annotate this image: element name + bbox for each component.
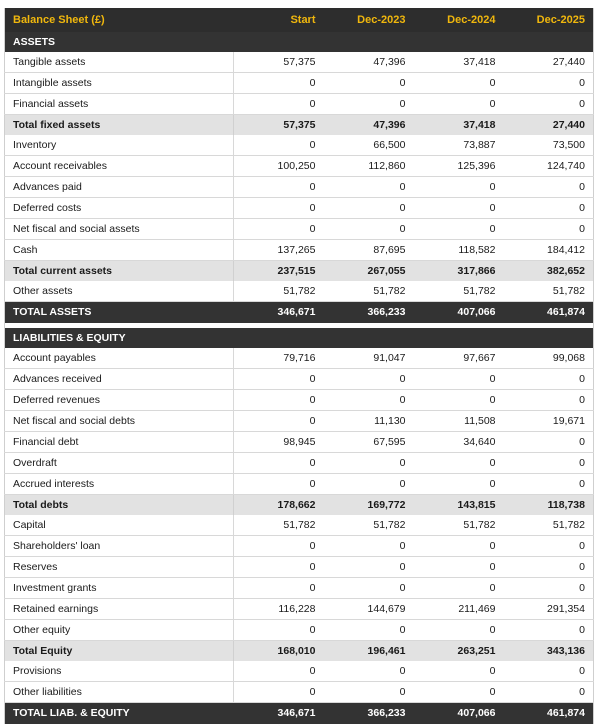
row-value-dec2023: 67,595 [324,432,414,453]
row-value-start: 346,671 [234,302,324,324]
row-value-dec2023: 144,679 [324,599,414,620]
row-value-dec2024: 37,418 [414,115,504,136]
row-value-dec2025: 0 [504,432,594,453]
table-row [5,73,594,94]
row-label: Advances paid [5,177,234,198]
row-label: Provisions [5,661,234,682]
row-label: Retained earnings [5,599,234,620]
table-row [5,578,594,599]
table-row [5,240,594,261]
row-value-dec2023: 0 [324,198,414,219]
row-value-dec2024: 263,251 [414,641,504,662]
row-value-dec2023: 0 [324,578,414,599]
row-value-start: 0 [234,198,324,219]
column-header-dec2025: Dec-2025 [504,8,594,32]
row-value-dec2025: 27,440 [504,52,594,73]
row-value-dec2025: 0 [504,661,594,682]
row-value-dec2024: 51,782 [414,281,504,302]
table-row [5,661,594,682]
row-value-dec2025: 382,652 [504,261,594,282]
row-value-dec2024: 0 [414,390,504,411]
row-value-start: 116,228 [234,599,324,620]
row-label: Capital [5,515,234,536]
row-value-start: 0 [234,557,324,578]
row-value-dec2024: 0 [414,219,504,240]
row-value-dec2024: 0 [414,620,504,641]
row-value-dec2023: 0 [324,390,414,411]
row-value-dec2024: 211,469 [414,599,504,620]
row-value-start: 0 [234,390,324,411]
subtotal-row [5,641,594,662]
row-value-dec2024: 407,066 [414,703,504,724]
row-value-dec2024: 51,782 [414,515,504,536]
row-value-dec2023: 47,396 [324,115,414,136]
row-label: Total Equity [5,641,234,662]
row-value-dec2023: 47,396 [324,52,414,73]
row-value-start: 51,782 [234,281,324,302]
row-value-start: 0 [234,536,324,557]
row-label: Net fiscal and social assets [5,219,234,240]
section-header-label: LIABILITIES & EQUITY [5,328,594,348]
row-label: Investment grants [5,578,234,599]
row-value-dec2023: 169,772 [324,495,414,516]
grand-total-row [5,302,594,324]
row-value-start: 178,662 [234,495,324,516]
table-row [5,474,594,495]
column-header-start: Start [234,8,324,32]
balance-sheet-document [4,8,593,724]
row-value-dec2025: 73,500 [504,135,594,156]
row-value-dec2025: 99,068 [504,348,594,369]
row-value-dec2024: 0 [414,369,504,390]
row-value-dec2025: 0 [504,453,594,474]
row-value-dec2025: 0 [504,578,594,599]
row-value-dec2023: 267,055 [324,261,414,282]
row-label: Intangible assets [5,73,234,94]
section-header-label: ASSETS [5,32,594,52]
row-value-start: 0 [234,73,324,94]
row-value-dec2023: 0 [324,73,414,94]
row-value-dec2023: 51,782 [324,281,414,302]
row-value-start: 98,945 [234,432,324,453]
row-value-dec2025: 461,874 [504,703,594,724]
row-label: Cash [5,240,234,261]
row-value-dec2023: 366,233 [324,703,414,724]
row-value-dec2023: 0 [324,474,414,495]
table-row [5,390,594,411]
table-row [5,348,594,369]
row-label: Total debts [5,495,234,516]
row-label: Financial assets [5,94,234,115]
grand-total-row [5,703,594,724]
row-value-dec2023: 196,461 [324,641,414,662]
row-label: Shareholders' loan [5,536,234,557]
row-value-dec2023: 0 [324,453,414,474]
row-value-dec2025: 0 [504,177,594,198]
table-row [5,432,594,453]
row-value-start: 0 [234,135,324,156]
row-value-dec2025: 0 [504,219,594,240]
row-value-dec2025: 0 [504,682,594,703]
column-header-dec2023: Dec-2023 [324,8,414,32]
table-row [5,281,594,302]
row-value-start: 57,375 [234,115,324,136]
row-value-start: 0 [234,219,324,240]
row-value-dec2023: 0 [324,557,414,578]
subtotal-row [5,495,594,516]
table-row [5,94,594,115]
row-value-dec2025: 0 [504,620,594,641]
row-label: Account receivables [5,156,234,177]
table-row [5,536,594,557]
row-value-dec2023: 366,233 [324,302,414,324]
row-value-dec2024: 0 [414,682,504,703]
row-value-dec2024: 0 [414,536,504,557]
row-label: Tangible assets [5,52,234,73]
subtotal-row [5,261,594,282]
table-row [5,135,594,156]
column-header-row [5,8,594,32]
row-value-dec2024: 0 [414,177,504,198]
row-label: Overdraft [5,453,234,474]
row-value-dec2024: 0 [414,453,504,474]
table-row [5,515,594,536]
row-value-start: 0 [234,177,324,198]
row-value-start: 0 [234,369,324,390]
row-value-dec2024: 0 [414,474,504,495]
row-value-dec2024: 11,508 [414,411,504,432]
row-value-dec2025: 0 [504,198,594,219]
row-value-dec2024: 317,866 [414,261,504,282]
row-value-dec2023: 0 [324,620,414,641]
row-label: Other liabilities [5,682,234,703]
row-value-start: 237,515 [234,261,324,282]
row-value-dec2025: 343,136 [504,641,594,662]
column-header-dec2024: Dec-2024 [414,8,504,32]
row-value-dec2023: 91,047 [324,348,414,369]
row-value-dec2024: 0 [414,661,504,682]
column-header-title: Balance Sheet (£) [5,8,234,32]
row-value-start: 0 [234,682,324,703]
table-row [5,620,594,641]
row-value-start: 0 [234,453,324,474]
row-label: Deferred revenues [5,390,234,411]
table-row [5,557,594,578]
row-value-dec2025: 19,671 [504,411,594,432]
row-label: Total current assets [5,261,234,282]
row-label: Inventory [5,135,234,156]
row-value-dec2024: 407,066 [414,302,504,324]
row-value-start: 346,671 [234,703,324,724]
row-value-start: 137,265 [234,240,324,261]
table-row [5,198,594,219]
row-value-dec2023: 0 [324,369,414,390]
table-row [5,177,594,198]
balance-sheet-table [4,8,594,724]
row-value-dec2025: 0 [504,73,594,94]
row-value-start: 51,782 [234,515,324,536]
row-value-dec2024: 143,815 [414,495,504,516]
table-row [5,411,594,432]
row-value-dec2025: 0 [504,474,594,495]
row-value-dec2025: 0 [504,536,594,557]
row-value-dec2025: 118,738 [504,495,594,516]
row-value-start: 168,010 [234,641,324,662]
row-label: Account payables [5,348,234,369]
row-value-dec2025: 0 [504,369,594,390]
row-value-dec2023: 0 [324,661,414,682]
row-label: Reserves [5,557,234,578]
row-value-dec2024: 37,418 [414,52,504,73]
row-value-dec2024: 97,667 [414,348,504,369]
table-row [5,52,594,73]
row-label: TOTAL LIAB. & EQUITY [5,703,234,724]
row-value-start: 0 [234,94,324,115]
section-header-assets [5,32,594,52]
row-value-start: 79,716 [234,348,324,369]
row-label: Accrued interests [5,474,234,495]
subtotal-row [5,115,594,136]
row-value-dec2023: 0 [324,177,414,198]
table-body [5,32,594,724]
row-label: Net fiscal and social debts [5,411,234,432]
row-value-dec2025: 184,412 [504,240,594,261]
row-value-start: 0 [234,411,324,432]
row-value-dec2025: 0 [504,557,594,578]
row-label: Other equity [5,620,234,641]
table-row [5,369,594,390]
row-value-dec2023: 0 [324,219,414,240]
row-label: Advances received [5,369,234,390]
row-value-start: 57,375 [234,52,324,73]
row-value-dec2024: 0 [414,578,504,599]
row-value-dec2024: 0 [414,94,504,115]
row-value-start: 0 [234,474,324,495]
row-value-dec2024: 0 [414,73,504,94]
row-value-dec2025: 0 [504,94,594,115]
row-value-dec2025: 291,354 [504,599,594,620]
row-value-start: 100,250 [234,156,324,177]
table-row [5,156,594,177]
table-row [5,219,594,240]
table-row [5,599,594,620]
row-value-dec2023: 0 [324,536,414,557]
row-value-dec2023: 0 [324,94,414,115]
row-label: Total fixed assets [5,115,234,136]
row-value-dec2025: 51,782 [504,515,594,536]
table-header [5,8,594,32]
row-value-dec2025: 461,874 [504,302,594,324]
table-row [5,682,594,703]
row-value-dec2025: 124,740 [504,156,594,177]
row-label: TOTAL ASSETS [5,302,234,324]
row-value-dec2023: 11,130 [324,411,414,432]
row-value-dec2024: 0 [414,198,504,219]
row-value-dec2023: 0 [324,682,414,703]
row-value-dec2024: 73,887 [414,135,504,156]
row-value-dec2024: 118,582 [414,240,504,261]
row-value-dec2025: 51,782 [504,281,594,302]
row-value-start: 0 [234,661,324,682]
row-label: Financial debt [5,432,234,453]
row-value-dec2023: 51,782 [324,515,414,536]
row-label: Other assets [5,281,234,302]
row-value-dec2024: 34,640 [414,432,504,453]
row-value-dec2023: 112,860 [324,156,414,177]
row-value-dec2024: 125,396 [414,156,504,177]
row-value-start: 0 [234,620,324,641]
row-value-dec2025: 0 [504,390,594,411]
row-value-dec2023: 87,695 [324,240,414,261]
row-value-dec2024: 0 [414,557,504,578]
row-value-dec2023: 66,500 [324,135,414,156]
row-label: Deferred costs [5,198,234,219]
section-header-liabilities-equity [5,328,594,348]
table-row [5,453,594,474]
row-value-dec2025: 27,440 [504,115,594,136]
row-value-start: 0 [234,578,324,599]
